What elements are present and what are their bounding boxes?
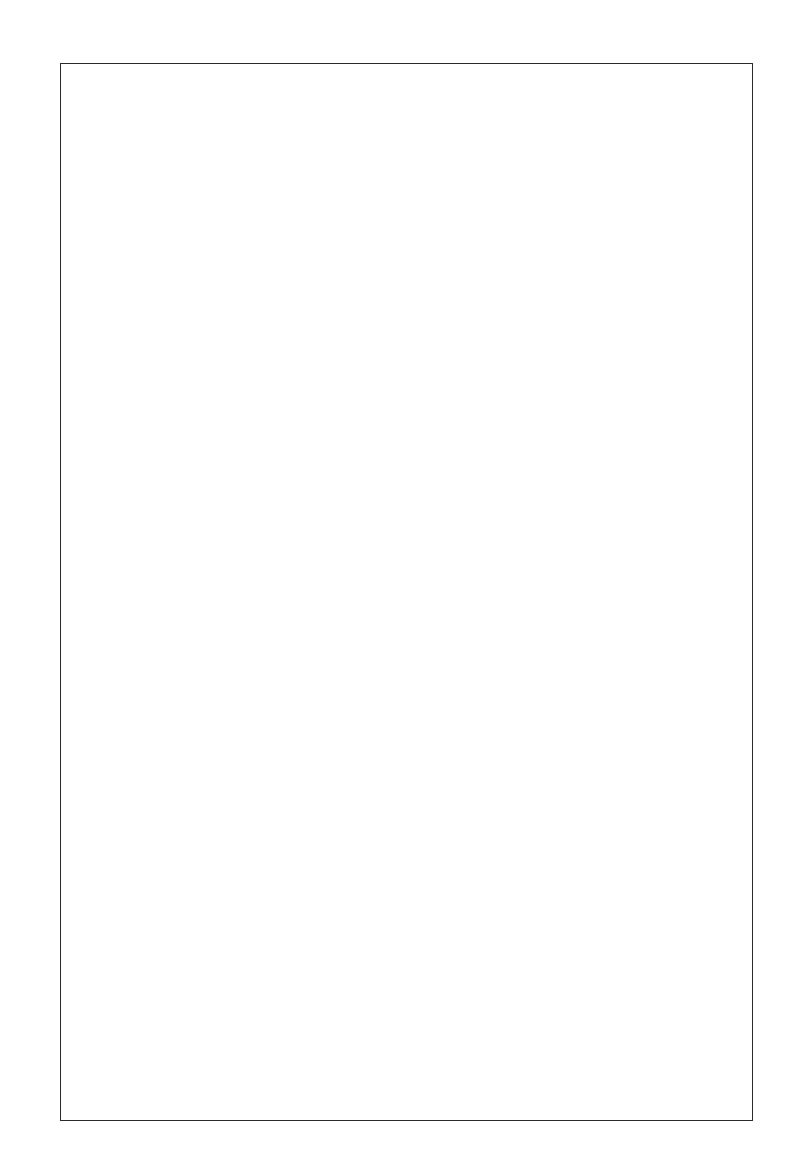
lower-text-block	[56, 575, 736, 1045]
upper-text-block	[56, 92, 736, 562]
